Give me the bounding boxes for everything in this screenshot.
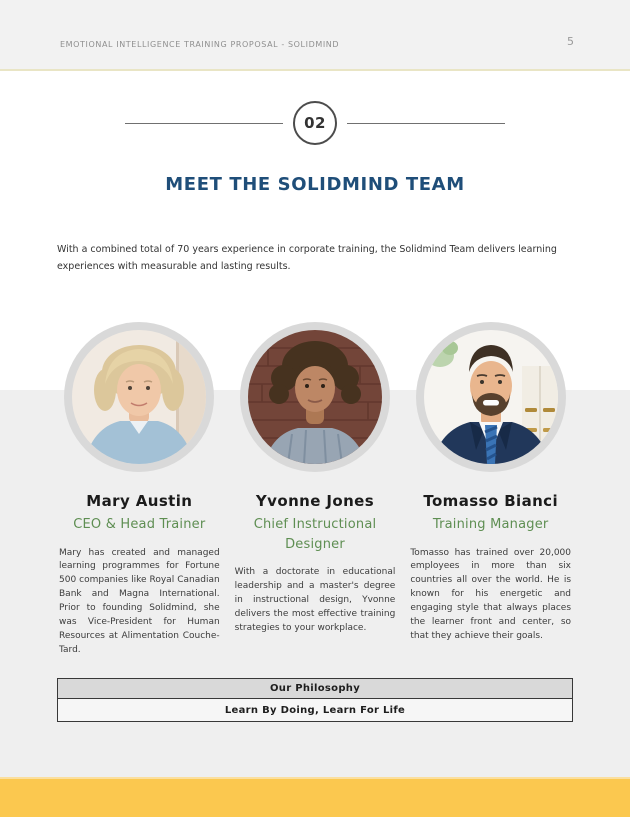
member-name: Yvonne Jones — [255, 492, 375, 510]
photo-ring — [64, 322, 214, 472]
member-bio: Tomasso has trained over 20,000 employees in more than six countries all over the world. He is known for his energetic and engaging style that always places the learner front and center, so that they achieve their goals. — [410, 547, 572, 642]
divider-line-left — [125, 123, 283, 124]
section-title: MEET THE SOLIDMIND TEAM — [165, 174, 465, 195]
page-header — [0, 0, 630, 71]
member-role: Training Manager — [432, 517, 549, 532]
member-name: Tomasso Bianci — [423, 492, 559, 510]
member-name: Mary Austin — [86, 492, 193, 510]
team-member-card-mary-austin — [57, 322, 222, 658]
member-role: CEO & Head Trainer — [73, 517, 206, 532]
photo-ring — [416, 322, 566, 472]
team-member-card-tomasso-bianci — [408, 322, 573, 658]
section-number: 02 — [304, 114, 326, 132]
philosophy-table-body: Learn By Doing, Learn For Life — [57, 699, 573, 722]
section-number-badge — [293, 101, 337, 145]
photo-ring — [240, 322, 390, 472]
philosophy-table — [57, 678, 573, 722]
philosophy-table-header: Our Philosophy — [57, 678, 573, 699]
member-bio: Mary has created and managed learning programmes for Fortune 500 companies like Royal Canadian Bank and Magna International. Prior to founding Solidmind, she was Vice-President for Human Resources at Alimentation Couche-Tard. — [59, 547, 220, 656]
page-number: 5 — [567, 35, 574, 48]
member-bio: With a doctorate in educational leadership and a master's degree in instructional design, Yvonne delivers the most effective training strategies to your workplace. — [234, 567, 396, 633]
intro-paragraph: With a combined total of 70 years experience in corporate training, the Solidmind Team delivers learning experiences with measurable and lasting results. — [57, 244, 557, 272]
section-divider — [0, 101, 630, 145]
header-title: EMOTIONAL INTELLIGENCE TRAINING PROPOSAL - SOLIDMIND — [60, 40, 340, 49]
tomasso-bianci-photo — [424, 330, 558, 464]
footer-accent-bar — [0, 777, 630, 817]
divider-line-right — [347, 123, 505, 124]
mary-austin-photo — [72, 330, 206, 464]
yvonne-jones-photo — [248, 330, 382, 464]
team-grid — [57, 322, 573, 658]
member-role: Chief Instructional Designer — [253, 517, 377, 552]
team-member-card-yvonne-jones — [233, 322, 398, 658]
